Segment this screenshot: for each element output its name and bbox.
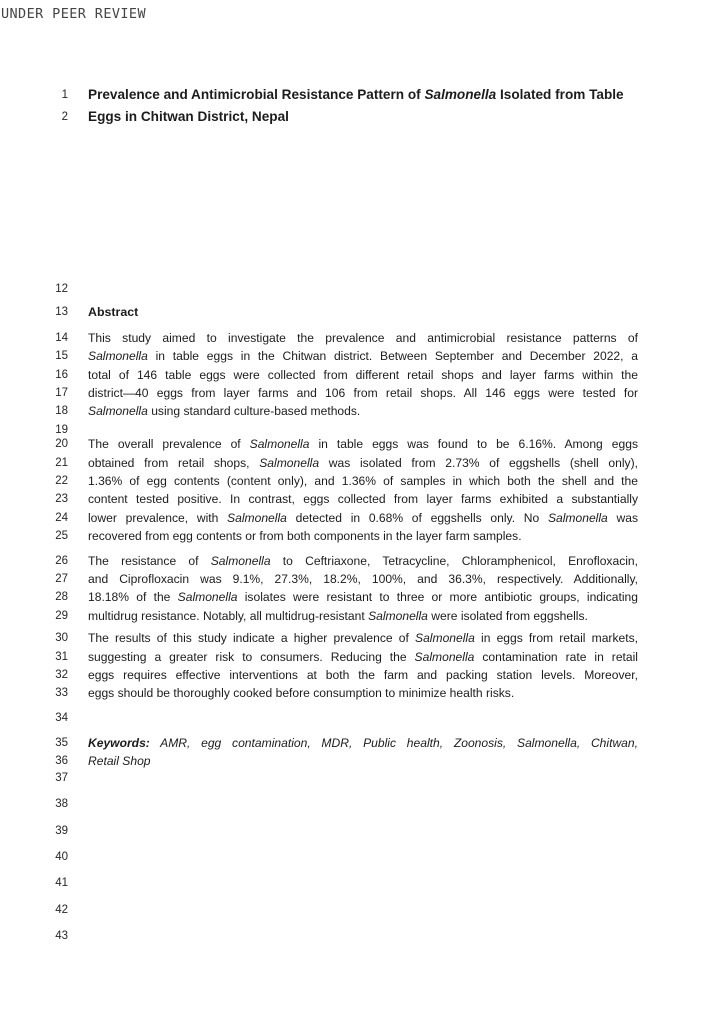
line-row [0, 490, 724, 508]
line-number: 37 [55, 771, 68, 784]
italic-text-segment: Salmonella [227, 510, 287, 525]
block-title [0, 84, 724, 128]
block-blank-wide [0, 771, 724, 956]
line-text [88, 490, 638, 508]
text-segment: Eggs in Chitwan District, Nepal [88, 109, 289, 124]
text-segment: eggs requires effective interventions at both the farm and packing station levels. Moreover, [88, 667, 638, 682]
line-number: 40 [55, 851, 68, 864]
line-text [88, 106, 688, 128]
italic-text-segment: Salmonella [259, 455, 320, 470]
line-row [0, 588, 724, 606]
text-segment: was [607, 510, 638, 525]
line-number: 16 [55, 368, 68, 381]
line-row [0, 607, 724, 625]
line-row [0, 472, 724, 490]
line-row [0, 850, 724, 876]
line-row [0, 797, 724, 823]
block-para [0, 435, 724, 545]
line-text [88, 472, 638, 490]
block-para [0, 629, 724, 703]
text-segment: AMR, egg contamination, MDR, Public health, Zoonosis, Salmonella, Chitwan, [149, 736, 638, 751]
italic-text-segment: Salmonella [368, 608, 428, 623]
line-row [0, 929, 724, 955]
italic-text-segment: Salmonella [88, 404, 148, 419]
line-row [0, 421, 724, 436]
block-heading [0, 303, 724, 321]
line-row [0, 435, 724, 453]
line-text [88, 347, 638, 365]
line-row [0, 84, 724, 106]
text-segment: was isolated from 2.73% of eggshells (shell only), [319, 455, 638, 470]
line-number: 23 [55, 493, 68, 506]
line-row [0, 876, 724, 902]
line-row [0, 648, 724, 666]
line-row [0, 402, 724, 420]
block-para [0, 552, 724, 626]
line-text [88, 454, 638, 472]
line-text [88, 84, 688, 106]
line-number: 36 [55, 755, 68, 768]
line-row [0, 684, 724, 702]
line-row [0, 552, 724, 570]
line-text [88, 366, 638, 384]
text-segment: 1.36% of egg contents (content only), and 1.36% of samples in which both the shell and the [88, 474, 638, 489]
line-number: 29 [55, 609, 68, 622]
line-number: 27 [55, 572, 68, 585]
line-text [88, 303, 638, 321]
line-row [0, 709, 724, 727]
line-number: 38 [55, 798, 68, 811]
line-number: 43 [55, 930, 68, 943]
block-para [0, 329, 724, 421]
text-segment: detected in 0.68% of eggshells only. No [286, 510, 548, 525]
text-segment: Isolated from Table [496, 87, 624, 102]
line-row [0, 570, 724, 588]
line-text [88, 552, 638, 570]
line-row [0, 666, 724, 684]
text-segment: Retail Shop [88, 754, 151, 769]
text-segment: The overall prevalence of [88, 437, 250, 452]
line-number: 13 [55, 306, 68, 319]
line-number: 21 [55, 456, 68, 469]
line-number: 32 [55, 668, 68, 681]
text-segment: lower prevalence, with [88, 510, 228, 525]
text-segment: were isolated from eggshells. [427, 608, 588, 623]
block-blank [0, 709, 724, 727]
text-segment: using standard culture-based methods. [147, 404, 361, 419]
line-row [0, 303, 724, 321]
line-number: 34 [55, 711, 68, 724]
line-number: 30 [55, 632, 68, 645]
line-number: 24 [55, 511, 68, 524]
italic-text-segment: Salmonella [547, 510, 608, 525]
line-number: 39 [55, 824, 68, 837]
line-number: 2 [61, 111, 68, 123]
line-number: 12 [55, 283, 68, 295]
line-row [0, 366, 724, 384]
line-number: 31 [55, 650, 68, 663]
italic-text-segment: Salmonella [424, 87, 497, 102]
line-number: 25 [55, 530, 68, 543]
line-number: 33 [55, 687, 68, 700]
line-row [0, 454, 724, 472]
line-text [88, 402, 638, 420]
line-text [88, 509, 638, 527]
line-row [0, 752, 724, 770]
text-segment: total of 146 table eggs were collected from different retail shops and layer farms within the [88, 367, 638, 382]
text-segment: suggesting a greater risk to consumers. Reducing the [88, 649, 415, 664]
text-segment: recovered from egg contents or from both components in the layer farm samples. [88, 529, 522, 544]
line-row [0, 280, 724, 298]
line-text [88, 629, 638, 647]
line-row [0, 903, 724, 929]
text-segment: Abstract [88, 305, 139, 320]
italic-text-segment: Salmonella [88, 349, 148, 364]
block-blank [0, 421, 724, 436]
line-text [88, 734, 638, 752]
text-segment: in table eggs was found to be 6.16%. Among eggs [309, 437, 638, 452]
line-row [0, 106, 724, 128]
line-number: 42 [55, 903, 68, 916]
text-segment: This study aimed to investigate the prevalence and antimicrobial resistance patterns of [88, 330, 638, 345]
line-text [88, 435, 638, 453]
italic-text-segment: Salmonella [249, 437, 310, 452]
line-number: 41 [55, 877, 68, 890]
text-segment: content tested positive. In contrast, eggs collected from layer farms exhibited a substantially [88, 492, 638, 507]
line-text [88, 527, 638, 545]
line-row [0, 329, 724, 347]
line-row [0, 509, 724, 527]
block-keywords [0, 734, 724, 771]
line-text [88, 752, 638, 770]
line-number: 14 [55, 331, 68, 344]
italic-text-segment: Salmonella [414, 649, 475, 664]
text-segment: in table eggs in the Chitwan district. Between September and December 2022, a [147, 349, 638, 364]
manuscript-content [0, 84, 724, 956]
italic-text-segment: Salmonella [177, 590, 238, 605]
italic-text-segment: Salmonella [210, 553, 271, 568]
text-segment: The results of this study indicate a higher prevalence of [88, 631, 416, 646]
line-text [88, 666, 638, 684]
text-segment: 18.18% of the [88, 590, 178, 605]
line-text [88, 329, 638, 347]
line-text [88, 684, 638, 702]
line-text [88, 588, 638, 606]
block-blank [0, 280, 724, 298]
line-number: 15 [55, 350, 68, 363]
line-number: 1 [61, 89, 68, 101]
line-number: 17 [55, 386, 68, 399]
text-segment: eggs should be thoroughly cooked before consumption to minimize health risks. [88, 686, 515, 701]
text-segment: Prevalence and Antimicrobial Resistance Pattern of [88, 87, 425, 102]
text-segment: Keywords: [88, 736, 150, 751]
line-row [0, 384, 724, 402]
text-segment: in eggs from retail markets, [474, 631, 638, 646]
line-text [88, 384, 638, 402]
line-number: 19 [55, 423, 68, 436]
text-segment: district—40 eggs from layer farms and 106 from retail shops. All 146 eggs were tested for [88, 385, 638, 400]
italic-text-segment: Salmonella [415, 631, 475, 646]
line-row [0, 771, 724, 797]
line-number: 26 [55, 554, 68, 567]
line-number: 20 [55, 438, 68, 451]
line-row [0, 824, 724, 850]
line-row [0, 629, 724, 647]
text-segment: to Ceftriaxone, Tetracycline, Chloramphenicol, Enrofloxacin, [270, 553, 639, 568]
text-segment: and Ciprofloxacin was 9.1%, 27.3%, 18.2%, 100%, and 36.3%, respectively. Additionally, [88, 571, 638, 586]
text-segment: obtained from retail shops, [88, 455, 260, 470]
text-segment: isolates were resistant to three or more antibiotic groups, indicating [237, 590, 638, 605]
line-row [0, 734, 724, 752]
line-text [88, 570, 638, 588]
line-text [88, 648, 638, 666]
text-segment: The resistance of [88, 553, 211, 568]
line-row [0, 347, 724, 365]
text-segment: contamination rate in retail [474, 649, 638, 664]
line-number: 35 [55, 737, 68, 750]
peer-review-watermark: UNDER PEER REVIEW [1, 6, 146, 22]
line-number: 22 [55, 475, 68, 488]
text-segment: multidrug resistance. Notably, all multidrug-resistant [88, 608, 369, 623]
line-number: 18 [55, 405, 68, 418]
line-number: 28 [55, 591, 68, 604]
line-text [88, 607, 638, 625]
line-row [0, 527, 724, 545]
